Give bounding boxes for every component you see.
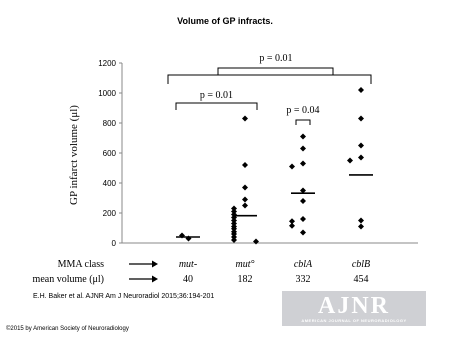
data-point xyxy=(242,162,248,168)
data-point xyxy=(253,239,259,245)
citation: E.H. Baker et al. AJNR Am J Neuroradiol 2015;36:194-201 xyxy=(33,293,215,300)
y-tick-label: 1200 xyxy=(98,59,116,68)
bracket xyxy=(168,75,371,84)
data-point xyxy=(289,223,295,229)
arrow-head xyxy=(152,261,158,268)
data-point xyxy=(242,116,248,122)
y-tick-label: 800 xyxy=(102,119,116,128)
mean-value-label: 40 xyxy=(183,274,193,285)
data-point xyxy=(358,155,364,161)
data-point xyxy=(242,185,248,191)
data-point xyxy=(300,134,306,140)
category-label: cblB xyxy=(351,259,371,270)
data-points xyxy=(179,87,364,245)
data-point xyxy=(242,203,248,209)
data-point xyxy=(300,161,306,167)
bracket xyxy=(218,68,333,75)
logo-subtitle: AMERICAN JOURNAL OF NEURORADIOLOGY xyxy=(301,318,407,323)
data-point xyxy=(300,216,306,222)
data-point xyxy=(300,230,306,236)
category-labels xyxy=(179,259,370,270)
bracket xyxy=(176,103,257,110)
mean-value-label: 332 xyxy=(295,274,311,285)
mean-value-label: 454 xyxy=(353,274,369,285)
data-point xyxy=(289,164,295,170)
y-tick-label: 0 xyxy=(111,239,116,248)
chart-title: Volume of GP infracts. xyxy=(177,16,273,26)
p-value-label: p = 0.01 xyxy=(199,90,234,101)
category-rows xyxy=(33,259,371,285)
category-label: mut- xyxy=(178,259,198,270)
y-tick-labels xyxy=(98,59,116,248)
significance-brackets xyxy=(168,53,371,125)
mean-value-label: 182 xyxy=(237,274,253,285)
y-tick-label: 600 xyxy=(102,149,116,158)
y-tick-label: 200 xyxy=(102,209,116,218)
data-point xyxy=(300,146,306,152)
mean-value-labels xyxy=(183,274,369,285)
data-point xyxy=(300,198,306,204)
p-value-label: p = 0.01 xyxy=(259,53,293,64)
copyright: ©2015 by American Society of Neuroradiology xyxy=(6,326,129,332)
data-point xyxy=(347,158,353,164)
p-value-label: p = 0.04 xyxy=(286,105,320,116)
chart-axes xyxy=(119,63,418,243)
data-point xyxy=(358,224,364,230)
bracket xyxy=(296,120,310,125)
data-point xyxy=(358,87,364,93)
data-point xyxy=(358,143,364,149)
y-axis-label: GP infarct volume (μl) xyxy=(68,105,80,205)
y-tick-label: 400 xyxy=(102,179,116,188)
row-arrows xyxy=(129,261,158,283)
arrow-head xyxy=(152,276,158,283)
mean-lines xyxy=(176,175,373,237)
mean-volume-label: mean volume (μl) xyxy=(32,274,104,285)
category-label: cblA xyxy=(293,259,313,270)
data-point xyxy=(242,197,248,203)
data-point xyxy=(358,218,364,224)
category-label: mut° xyxy=(235,259,255,270)
mma-class-label: MMA class xyxy=(57,259,104,270)
y-tick-label: 1000 xyxy=(98,89,116,98)
logo-mark: AJNR xyxy=(318,293,390,319)
data-point xyxy=(358,116,364,122)
journal-logo xyxy=(282,291,426,326)
